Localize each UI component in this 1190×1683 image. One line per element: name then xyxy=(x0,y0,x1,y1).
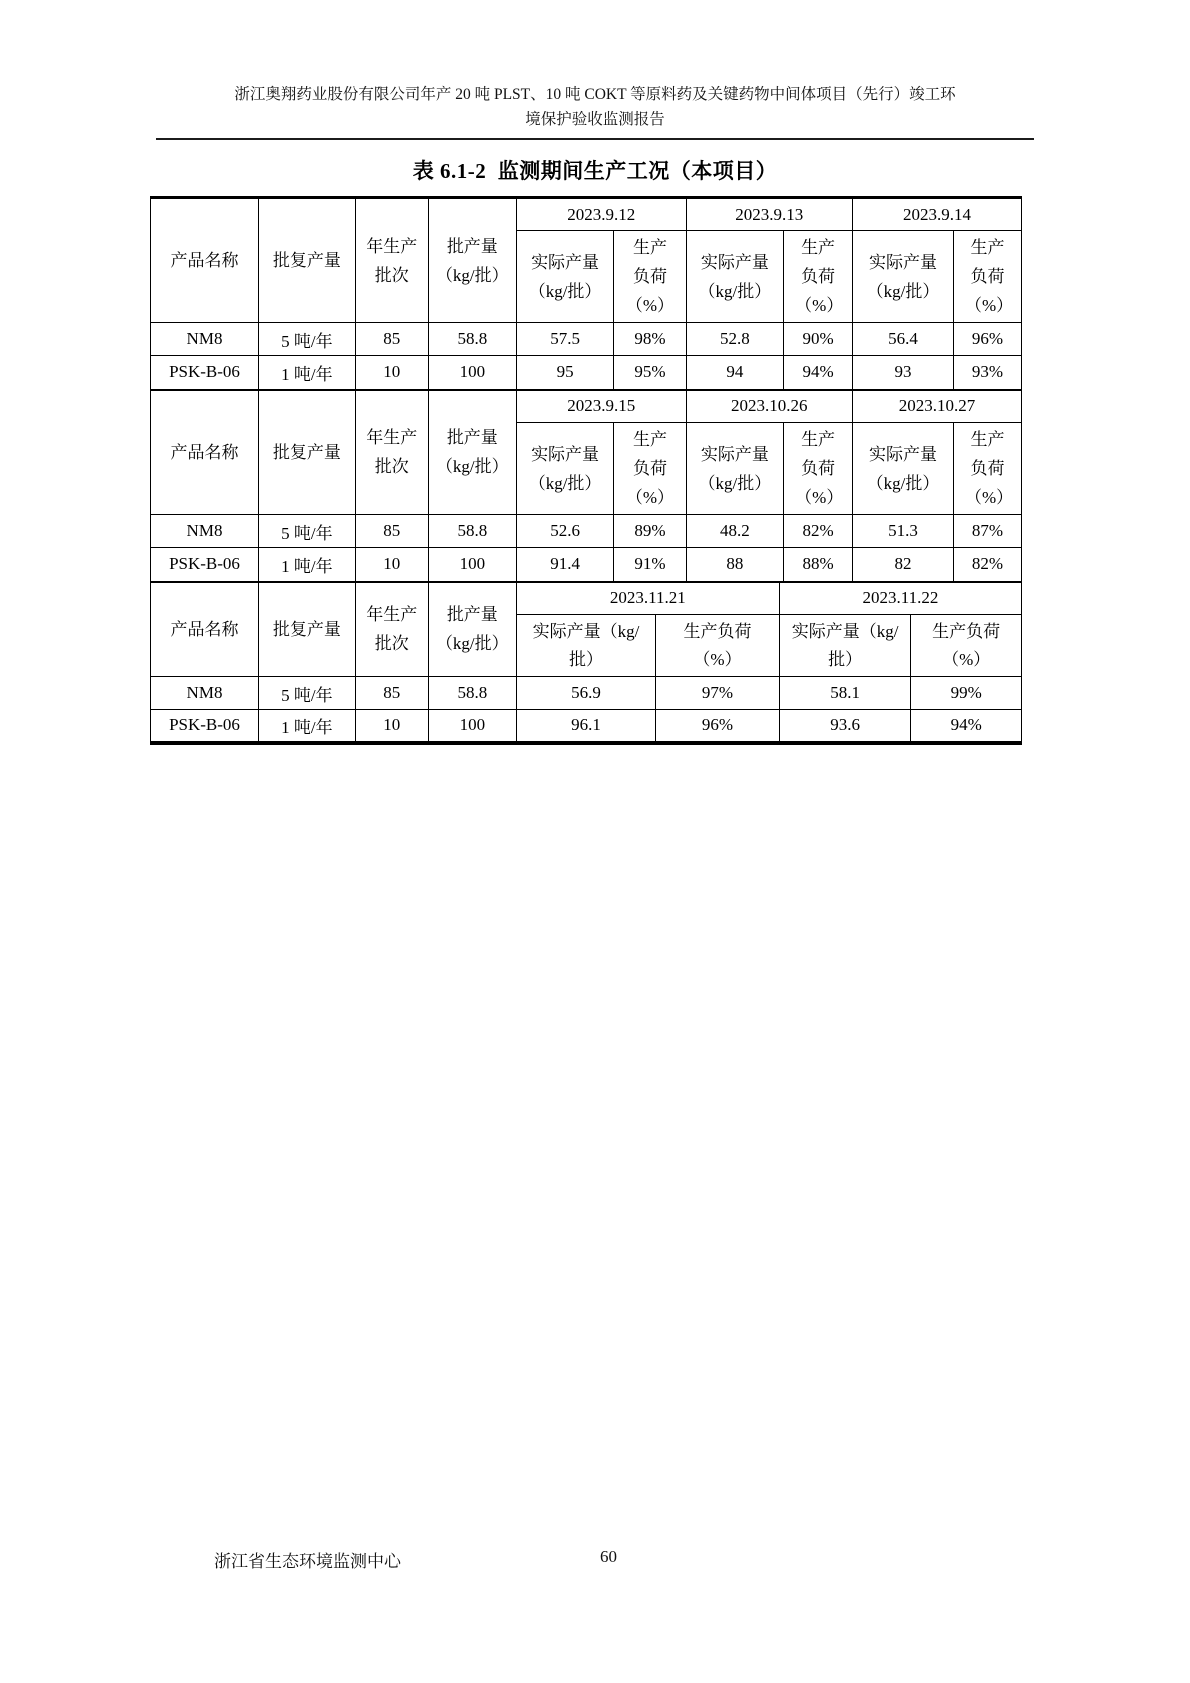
table-cell: 5 吨/年 xyxy=(259,515,356,548)
table-section-3 xyxy=(150,581,1022,745)
date-header: 2023.11.22 xyxy=(779,582,1021,615)
table-section-1 xyxy=(150,196,1022,389)
table-cell: NM8 xyxy=(151,323,259,356)
date-header: 2023.11.21 xyxy=(516,582,779,615)
table-cell: 58.8 xyxy=(428,515,516,548)
col-header-load: 生产负荷（%） xyxy=(614,231,686,323)
date-header: 2023.9.12 xyxy=(516,198,686,231)
table-cell: 58.8 xyxy=(428,677,516,710)
table-cell: 58.1 xyxy=(779,677,911,710)
date-header: 2023.9.14 xyxy=(852,198,1021,231)
table-header-row xyxy=(151,198,1022,231)
table-cell: 85 xyxy=(355,515,428,548)
col-header-batch-output: 批产量（kg/批） xyxy=(428,198,516,323)
table-cell: 95% xyxy=(614,356,686,389)
table-cell: 90% xyxy=(784,323,853,356)
table-cell: 91.4 xyxy=(516,548,614,581)
page-header xyxy=(153,0,1037,132)
col-header-actual: 实际产量（kg/批） xyxy=(779,615,911,677)
col-header-approved: 批复产量 xyxy=(259,198,356,323)
footer-organization: 浙江省生态环境监测中心 xyxy=(214,1552,401,1571)
col-header-load: 生产负荷（%） xyxy=(614,423,686,515)
table-row xyxy=(151,356,1022,389)
table-cell: 82% xyxy=(954,548,1022,581)
table-cell: 100 xyxy=(428,356,516,389)
table-cell: 88% xyxy=(784,548,853,581)
table-cell: 10 xyxy=(355,710,428,743)
col-header-load: 生产负荷（%） xyxy=(954,231,1022,323)
col-header-batches: 年生产批次 xyxy=(355,390,428,515)
col-header-batch-output: 批产量（kg/批） xyxy=(428,582,516,677)
page-number: 60 xyxy=(600,1547,617,1566)
table-cell: 10 xyxy=(355,356,428,389)
table-cell: 1 吨/年 xyxy=(259,356,356,389)
col-header-load: 生产负荷（%） xyxy=(656,615,780,677)
table-header-row xyxy=(151,582,1022,615)
table-cell: 97% xyxy=(656,677,780,710)
table-cell: 100 xyxy=(428,548,516,581)
col-header-load: 生产负荷（%） xyxy=(784,423,853,515)
table-cell: 93 xyxy=(852,356,953,389)
col-header-actual: 实际产量（kg/批） xyxy=(516,615,655,677)
production-status-table xyxy=(150,196,1022,745)
col-header-approved: 批复产量 xyxy=(259,582,356,677)
col-header-actual: 实际产量（kg/批） xyxy=(852,423,953,515)
table-cell: NM8 xyxy=(151,515,259,548)
table-cell: 52.8 xyxy=(686,323,784,356)
table-cell: 93% xyxy=(954,356,1022,389)
table-cell: 98% xyxy=(614,323,686,356)
col-header-product: 产品名称 xyxy=(151,198,259,323)
col-header-product: 产品名称 xyxy=(151,390,259,515)
table-cell: 88 xyxy=(686,548,784,581)
col-header-batch-output: 批产量（kg/批） xyxy=(428,390,516,515)
col-header-actual: 实际产量（kg/批） xyxy=(852,231,953,323)
table-cell: 48.2 xyxy=(686,515,784,548)
table-row xyxy=(151,515,1022,548)
col-header-actual: 实际产量（kg/批） xyxy=(686,231,784,323)
table-row xyxy=(151,677,1022,710)
col-header-batches: 年生产批次 xyxy=(355,582,428,677)
table-cell: 82 xyxy=(852,548,953,581)
table-cell: 96% xyxy=(656,710,780,743)
table-cell: 87% xyxy=(954,515,1022,548)
col-header-load: 生产负荷（%） xyxy=(784,231,853,323)
table-cell: 1 吨/年 xyxy=(259,710,356,743)
col-header-actual: 实际产量（kg/批） xyxy=(516,423,614,515)
table-cell: 85 xyxy=(355,677,428,710)
table-cell: 51.3 xyxy=(852,515,953,548)
table-cell: 89% xyxy=(614,515,686,548)
table-cell: 57.5 xyxy=(516,323,614,356)
table-cell: 91% xyxy=(614,548,686,581)
date-header: 2023.9.13 xyxy=(686,198,852,231)
date-header: 2023.10.27 xyxy=(852,390,1021,423)
col-header-product: 产品名称 xyxy=(151,582,259,677)
table-row xyxy=(151,710,1022,743)
table-cell: 100 xyxy=(428,710,516,743)
page-header-line2: 境保护验收监测报告 xyxy=(525,111,665,128)
table-cell: 94 xyxy=(686,356,784,389)
col-header-actual: 实际产量（kg/批） xyxy=(516,231,614,323)
table-row xyxy=(151,323,1022,356)
table-cell: 58.8 xyxy=(428,323,516,356)
table-cell: 5 吨/年 xyxy=(259,677,356,710)
table-cell: 10 xyxy=(355,548,428,581)
table-header-row xyxy=(151,390,1022,423)
table-cell: 94% xyxy=(911,710,1022,743)
header-divider xyxy=(156,138,1034,140)
table-cell: 93.6 xyxy=(779,710,911,743)
table-cell: 94% xyxy=(784,356,853,389)
table-cell: 82% xyxy=(784,515,853,548)
table-cell: PSK-B-06 xyxy=(151,356,259,389)
table-cell: 56.9 xyxy=(516,677,655,710)
table-title: 表 6.1-2 监测期间生产工况（本项目） xyxy=(412,159,778,183)
table-cell: 95 xyxy=(516,356,614,389)
col-header-load: 生产负荷（%） xyxy=(954,423,1022,515)
table-section-2 xyxy=(150,389,1022,581)
col-header-batches: 年生产批次 xyxy=(355,198,428,323)
page-header-line1: 浙江奥翔药业股份有限公司年产 20 吨 PLST、10 吨 COKT 等原料药及关键药物中间体项目（先行）竣工环 xyxy=(234,86,956,103)
table-cell: PSK-B-06 xyxy=(151,548,259,581)
date-header: 2023.10.26 xyxy=(686,390,852,423)
table-cell: 96.1 xyxy=(516,710,655,743)
table-cell: 52.6 xyxy=(516,515,614,548)
date-header: 2023.9.15 xyxy=(516,390,686,423)
col-header-load: 生产负荷（%） xyxy=(911,615,1022,677)
col-header-approved: 批复产量 xyxy=(259,390,356,515)
table-cell: 1 吨/年 xyxy=(259,548,356,581)
table-cell: 99% xyxy=(911,677,1022,710)
table-cell: 85 xyxy=(355,323,428,356)
table-cell: PSK-B-06 xyxy=(151,710,259,743)
col-header-actual: 实际产量（kg/批） xyxy=(686,423,784,515)
table-cell: NM8 xyxy=(151,677,259,710)
table-cell: 96% xyxy=(954,323,1022,356)
table-cell: 5 吨/年 xyxy=(259,323,356,356)
table-cell: 56.4 xyxy=(852,323,953,356)
table-row xyxy=(151,548,1022,581)
